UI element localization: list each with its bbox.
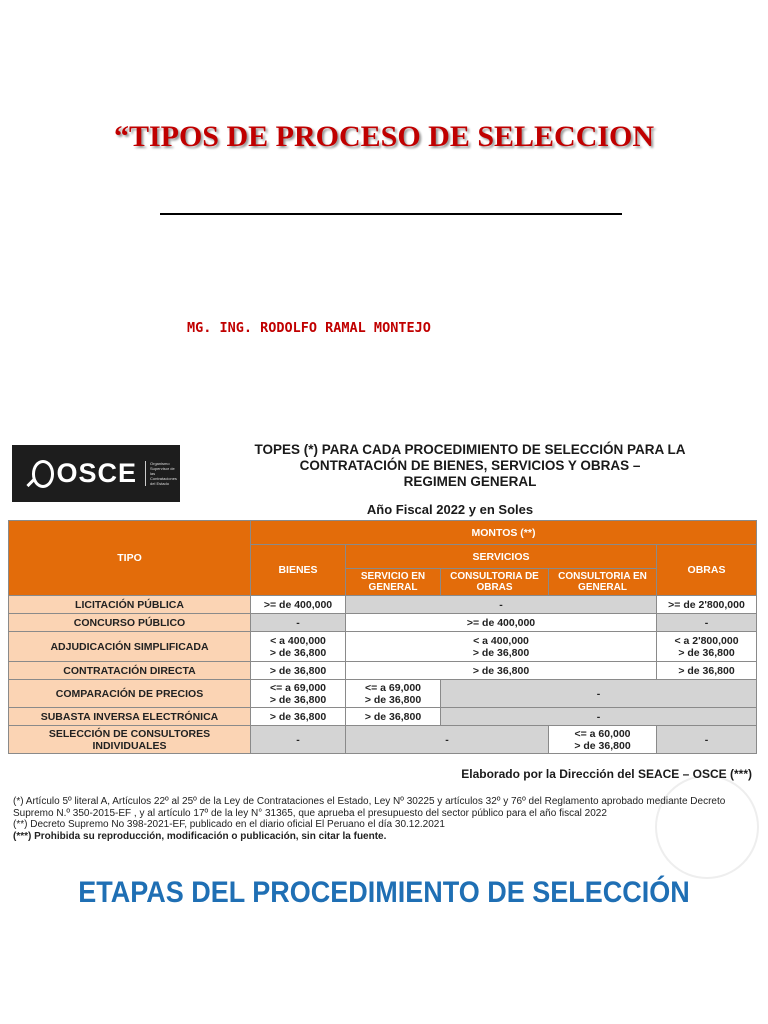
- heading-line-1: TOPES (*) PARA CADA PROCEDIMIENTO DE SELECCIÓN PARA LA: [254, 442, 686, 457]
- table-row: [9, 662, 757, 680]
- magnifier-icon: [32, 460, 54, 488]
- header-tipo: TIPO: [9, 521, 251, 596]
- cell-line: > de 36,800: [269, 646, 327, 659]
- heading-line-2: CONTRATACIÓN DE BIENES, SERVICIOS Y OBRAS –: [299, 458, 641, 473]
- heading-line-3: REGIMEN GENERAL: [403, 474, 537, 489]
- row-label: SUBASTA INVERSA ELECTRÓNICA: [9, 708, 251, 726]
- cell: > de 36,800: [346, 708, 441, 726]
- cell-line: > de 36,800: [269, 693, 327, 706]
- cell-line: < a 2'800,000: [674, 634, 739, 647]
- cell: [346, 632, 657, 662]
- cell-line: < a 400,000: [270, 634, 326, 647]
- header-servicios: SERVICIOS: [346, 545, 657, 569]
- section-title: ETAPAS DEL PROCEDIMIENTO DE SELECCIÓN: [78, 876, 690, 909]
- cell: -: [346, 726, 549, 754]
- cell: >= de 2'800,000: [657, 596, 757, 614]
- cell-line: <= a 69,000: [364, 681, 422, 694]
- row-label: CONTRATACIÓN DIRECTA: [9, 662, 251, 680]
- cell: >= de 400,000: [251, 596, 346, 614]
- header-servicio-general: SERVICIO EN GENERAL: [346, 569, 441, 596]
- table-row: [9, 596, 757, 614]
- cell-line: < a 400,000: [473, 634, 529, 647]
- osce-logo: [12, 445, 180, 502]
- row-label: COMPARACIÓN DE PRECIOS: [9, 680, 251, 708]
- table-row: [9, 632, 757, 662]
- cell: -: [657, 614, 757, 632]
- cell: > de 36,800: [251, 708, 346, 726]
- cell: -: [441, 680, 757, 708]
- cell: [251, 632, 346, 662]
- table-row: [9, 614, 757, 632]
- fiscal-year: Año Fiscal 2022 y en Soles: [366, 502, 534, 517]
- cell: -: [251, 614, 346, 632]
- author-name: MG. ING. RODOLFO RAMAL MONTEJO: [187, 320, 431, 336]
- cell: > de 36,800: [657, 662, 757, 680]
- table-row: [9, 708, 757, 726]
- page-title: “TIPOS DE PROCESO DE SELECCION: [113, 120, 655, 153]
- table-row: [9, 680, 757, 708]
- cell: >= de 400,000: [346, 614, 657, 632]
- footnotes: [13, 796, 753, 842]
- document-heading: [195, 442, 745, 490]
- thresholds-table: [8, 520, 757, 754]
- footnote-2: (**) Decreto Supremo No 398-2021-EF, publicado en el diario oficial El Peruano el día 30.12.2021: [13, 819, 445, 830]
- header-consultoria-general: CONSULTORIA EN GENERAL: [549, 569, 657, 596]
- cell: [657, 632, 757, 662]
- cell: -: [441, 708, 757, 726]
- header-obras: OBRAS: [657, 545, 757, 596]
- row-label: ADJUDICACIÓN SIMPLIFICADA: [9, 632, 251, 662]
- cell-line: > de 36,800: [472, 646, 530, 659]
- header-montos: MONTOS (**): [251, 521, 757, 545]
- cell: > de 36,800: [346, 662, 657, 680]
- cell: -: [251, 726, 346, 754]
- cell: [251, 680, 346, 708]
- logo-text: OSCE: [56, 458, 138, 488]
- footnote-1: (*) Artículo 5º literal A, Artículos 22º al 25º de la Ley de Contrataciones el Estado, Ley Nº 30225 y artículos 32º y 76º del Reglamento aprobado mediante Decreto Supremo N.º 350-2015-EF , y al artículo 17º de la ley N° 31365, que aprueba el presupuesto del sector público para el año fiscal 2022: [13, 796, 726, 819]
- logo-subtext: Organismo Supervisor de las Contrataciones del Estado: [145, 461, 180, 486]
- cell: -: [657, 726, 757, 754]
- row-label: SELECCIÓN DE CONSULTORES INDIVIDUALES: [9, 726, 251, 754]
- cell: [549, 726, 657, 754]
- row-label: LICITACIÓN PÚBLICA: [9, 596, 251, 614]
- footnote-3: (***) Prohibida su reproducción, modificación o publicación, sin citar la fuente.: [13, 830, 387, 842]
- cell-line: <= a 60,000: [574, 727, 631, 740]
- credit-line: Elaborado por la Dirección del SEACE – OSCE (***): [461, 767, 752, 781]
- table-row: [9, 726, 757, 754]
- cell: > de 36,800: [251, 662, 346, 680]
- cell-line: <= a 69,000: [269, 681, 327, 694]
- title-underline: [160, 213, 622, 215]
- cell-line: > de 36,800: [678, 646, 735, 659]
- cell-line: > de 36,800: [364, 693, 422, 706]
- cell: -: [346, 596, 657, 614]
- cell: [346, 680, 441, 708]
- header-bienes: BIENES: [251, 545, 346, 596]
- header-consultoria-obras: CONSULTORIA DE OBRAS: [441, 569, 549, 596]
- cell-line: > de 36,800: [574, 739, 631, 752]
- row-label: CONCURSO PÚBLICO: [9, 614, 251, 632]
